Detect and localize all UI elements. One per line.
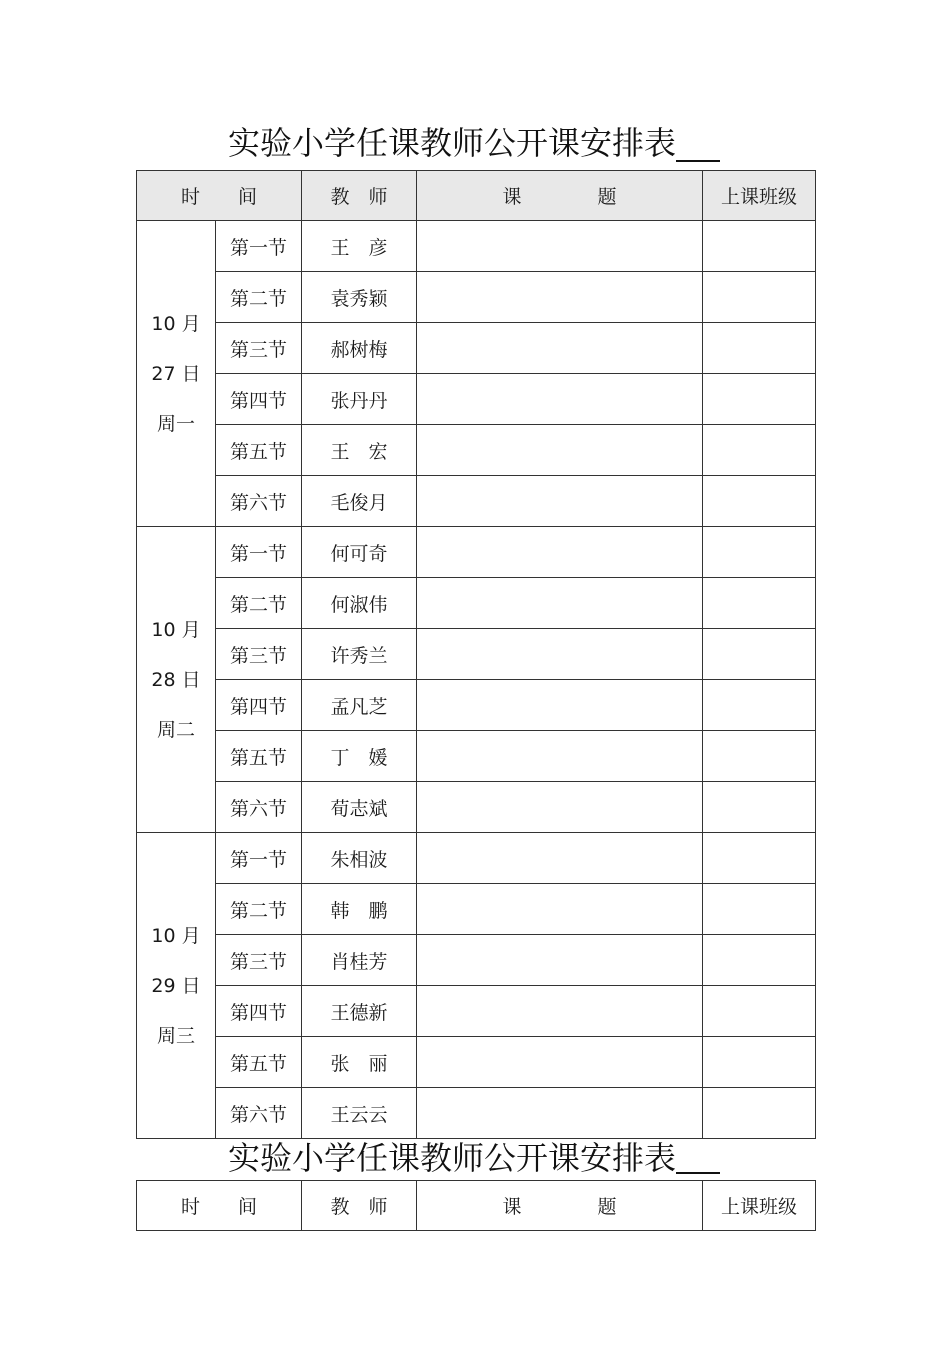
period-cell: 第二节 — [216, 884, 302, 935]
teacher-cell: 王 彦 — [302, 221, 417, 272]
topic-cell — [417, 680, 703, 731]
class-cell — [703, 1088, 816, 1139]
topic-cell — [417, 884, 703, 935]
teacher-cell: 袁秀颖 — [302, 272, 417, 323]
header-time: 时 间 — [137, 1181, 302, 1231]
page-title-repeat: 实验小学任课教师公开课安排表 — [228, 1139, 677, 1177]
class-cell — [703, 731, 816, 782]
teacher-cell: 孟凡芝 — [302, 680, 417, 731]
table-row — [137, 323, 816, 374]
class-cell — [703, 884, 816, 935]
header-topic: 课 题 — [417, 171, 703, 221]
topic-cell — [417, 221, 703, 272]
class-cell — [703, 578, 816, 629]
class-cell — [703, 374, 816, 425]
class-cell — [703, 833, 816, 884]
table-row — [137, 782, 816, 833]
teacher-cell: 何淑伟 — [302, 578, 417, 629]
class-cell — [703, 272, 816, 323]
header-class: 上课班级 — [703, 1181, 816, 1231]
date-cell — [137, 833, 216, 1139]
date-cell — [137, 221, 216, 527]
table-row — [137, 935, 816, 986]
period-cell: 第一节 — [216, 833, 302, 884]
header-row — [137, 171, 816, 221]
topic-cell — [417, 1037, 703, 1088]
teacher-cell: 毛俊月 — [302, 476, 417, 527]
topic-cell — [417, 272, 703, 323]
period-cell: 第三节 — [216, 935, 302, 986]
class-cell — [703, 1037, 816, 1088]
teacher-cell: 朱相波 — [302, 833, 417, 884]
header-teacher: 教 师 — [302, 171, 417, 221]
date-month: 10 月 — [151, 618, 201, 641]
table-row — [137, 578, 816, 629]
period-cell: 第二节 — [216, 272, 302, 323]
topic-cell — [417, 425, 703, 476]
period-cell: 第一节 — [216, 527, 302, 578]
teacher-cell: 王云云 — [302, 1088, 417, 1139]
teacher-cell: 许秀兰 — [302, 629, 417, 680]
teacher-cell: 丁 媛 — [302, 731, 417, 782]
teacher-cell: 韩 鹏 — [302, 884, 417, 935]
class-cell — [703, 476, 816, 527]
period-cell: 第六节 — [216, 782, 302, 833]
teacher-cell: 王德新 — [302, 986, 417, 1037]
teacher-cell: 张 丽 — [302, 1037, 417, 1088]
date-weekday: 周三 — [156, 1024, 195, 1047]
topic-cell — [417, 323, 703, 374]
period-cell: 第五节 — [216, 731, 302, 782]
class-cell — [703, 935, 816, 986]
topic-cell — [417, 374, 703, 425]
period-cell: 第五节 — [216, 425, 302, 476]
date-month: 10 月 — [151, 312, 201, 335]
table-row — [137, 1088, 816, 1139]
topic-cell — [417, 731, 703, 782]
period-cell: 第四节 — [216, 680, 302, 731]
period-cell: 第四节 — [216, 374, 302, 425]
period-cell: 第六节 — [216, 1088, 302, 1139]
period-cell: 第四节 — [216, 986, 302, 1037]
topic-cell — [417, 629, 703, 680]
teacher-cell: 王 宏 — [302, 425, 417, 476]
table-row — [137, 272, 816, 323]
table-row — [137, 374, 816, 425]
header-time: 时 间 — [137, 171, 302, 221]
page-title: 实验小学任课教师公开课安排表 — [228, 124, 677, 162]
topic-cell — [417, 476, 703, 527]
schedule-table — [136, 170, 816, 1139]
teacher-cell: 荀志斌 — [302, 782, 417, 833]
table-row — [137, 527, 816, 578]
date-weekday: 周一 — [156, 412, 195, 435]
table-row — [137, 833, 816, 884]
table-row — [137, 731, 816, 782]
date-day: 29 日 — [151, 974, 201, 997]
period-cell: 第六节 — [216, 476, 302, 527]
topic-cell — [417, 578, 703, 629]
class-cell — [703, 425, 816, 476]
title-underline — [676, 1172, 720, 1174]
date-month: 10 月 — [151, 924, 201, 947]
date-day: 28 日 — [151, 668, 201, 691]
topic-cell — [417, 782, 703, 833]
table-row — [137, 629, 816, 680]
header-row — [137, 1181, 816, 1231]
table-row — [137, 680, 816, 731]
class-cell — [703, 323, 816, 374]
table-row — [137, 884, 816, 935]
table-row — [137, 425, 816, 476]
period-cell: 第一节 — [216, 221, 302, 272]
schedule-table-repeat — [136, 1180, 816, 1231]
header-topic: 课 题 — [417, 1181, 703, 1231]
teacher-cell: 何可奇 — [302, 527, 417, 578]
date-day: 27 日 — [151, 362, 201, 385]
period-cell: 第三节 — [216, 323, 302, 374]
date-weekday: 周二 — [156, 718, 195, 741]
class-cell — [703, 221, 816, 272]
period-cell: 第二节 — [216, 578, 302, 629]
period-cell: 第三节 — [216, 629, 302, 680]
topic-cell — [417, 1088, 703, 1139]
topic-cell — [417, 527, 703, 578]
teacher-cell: 肖桂芳 — [302, 935, 417, 986]
topic-cell — [417, 935, 703, 986]
class-cell — [703, 527, 816, 578]
class-cell — [703, 629, 816, 680]
teacher-cell: 张丹丹 — [302, 374, 417, 425]
table-row — [137, 221, 816, 272]
topic-cell — [417, 833, 703, 884]
title-underline — [676, 160, 720, 162]
period-cell: 第五节 — [216, 1037, 302, 1088]
class-cell — [703, 680, 816, 731]
table-row — [137, 1037, 816, 1088]
topic-cell — [417, 986, 703, 1037]
class-cell — [703, 986, 816, 1037]
table-row — [137, 476, 816, 527]
class-cell — [703, 782, 816, 833]
header-teacher: 教 师 — [302, 1181, 417, 1231]
table-row — [137, 986, 816, 1037]
date-cell — [137, 527, 216, 833]
teacher-cell: 郝树梅 — [302, 323, 417, 374]
header-class: 上课班级 — [703, 171, 816, 221]
